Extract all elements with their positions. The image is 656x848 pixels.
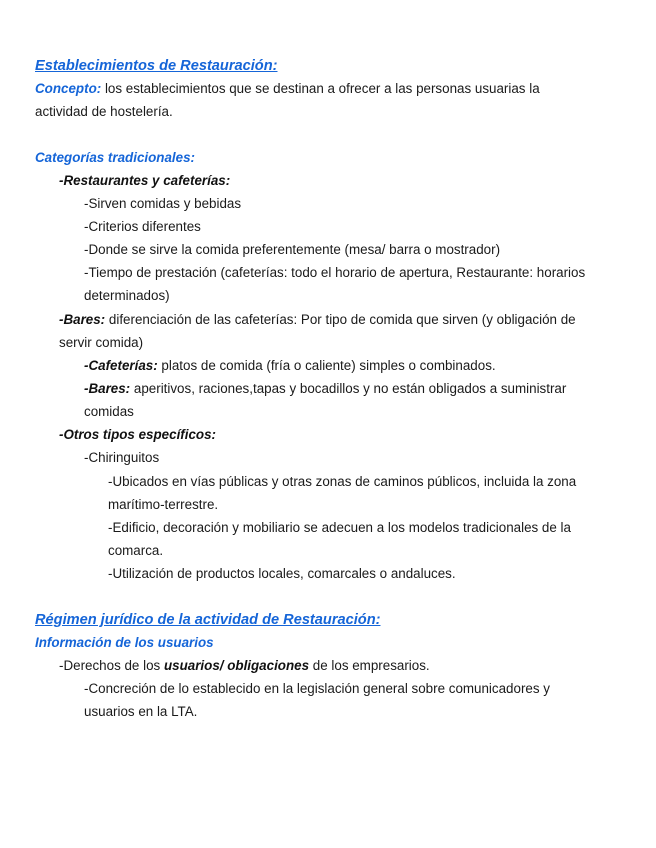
restaurantes-label: -Restaurantes y cafeterías:: [59, 173, 231, 188]
informacion-heading: Información de los usuarios: [35, 635, 214, 650]
cafeterias-item: [84, 358, 496, 374]
list-item: -Edificio, decoración y mobiliario se adecuen a los modelos tradicionales de la: [108, 520, 571, 535]
list-item: -Tiempo de prestación (cafeterías: todo el horario de apertura, Restaurante: horarios: [84, 265, 586, 280]
list-item: -Donde se sirve la comida preferentemente (mesa/ barra o mostrador): [84, 242, 501, 257]
bares-sub-text-1: aperitivos, raciones,tapas y bocadillos y no están obligados a suministrar: [133, 381, 567, 396]
list-item: -Criterios diferentes: [84, 219, 201, 234]
concrecion-line-1: -Concreción de lo establecido en la legislación general sobre comunicadores y: [84, 681, 550, 696]
derechos-post: de los empresarios.: [309, 658, 430, 673]
concepto-paragraph: [35, 81, 540, 97]
cafeterias-text: platos de comida (fría o caliente) simples o combinados.: [161, 358, 496, 373]
concepto-text-1: los establecimientos que se destinan a ofrecer a las personas usuarias la: [104, 81, 540, 96]
chiringuitos-item: -Chiringuitos: [84, 450, 160, 465]
otros-label: -Otros tipos específicos:: [59, 427, 216, 442]
categorias-heading: Categorías tradicionales:: [35, 150, 195, 165]
concepto-text-2: actividad de hostelería.: [35, 104, 173, 119]
bares-paragraph: [59, 312, 576, 328]
list-item: comarca.: [108, 543, 164, 558]
bares-sub-label: -Bares:: [84, 381, 131, 396]
bares-sub-text-2: comidas: [84, 404, 134, 419]
bares-sub-item: [84, 381, 566, 397]
derechos-pre: -Derechos de los: [59, 658, 164, 673]
list-item: marítimo-terrestre.: [108, 497, 219, 512]
derechos-bold: usuarios/ obligaciones: [163, 658, 310, 673]
list-item: determinados): [84, 288, 170, 303]
cafeterias-label: -Cafeterías:: [84, 358, 158, 373]
derechos-line: [59, 658, 430, 674]
bares-text-2: servir comida): [59, 335, 144, 350]
list-item: -Sirven comidas y bebidas: [84, 196, 242, 211]
bares-label: -Bares:: [59, 312, 106, 327]
list-item: -Ubicados en vías públicas y otras zonas de caminos públicos, incluida la zona: [108, 474, 577, 489]
section-title-establecimientos: Establecimientos de Restauración:: [35, 58, 278, 74]
bares-text-1: diferenciación de las cafeterías: Por tipo de comida que sirven (y obligación de: [108, 312, 576, 327]
section-title-regimen: Régimen jurídico de la actividad de Restauración:: [35, 612, 381, 628]
concepto-label: Concepto:: [35, 81, 102, 96]
list-item: -Utilización de productos locales, comarcales o andaluces.: [108, 566, 456, 581]
concrecion-line-2: usuarios en la LTA.: [84, 704, 198, 719]
